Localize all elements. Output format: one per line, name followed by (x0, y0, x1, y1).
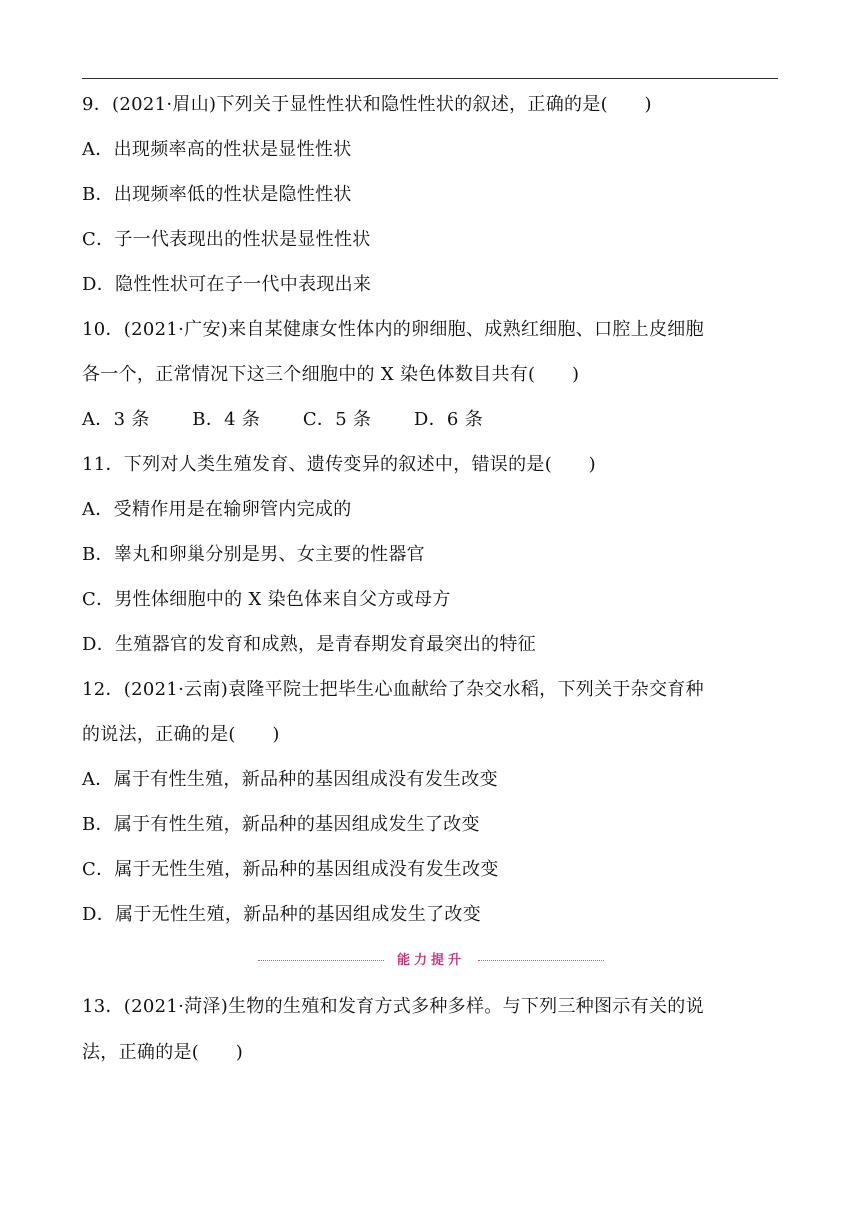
question-9-option-d: D．隐性性状可在子一代中表现出来 (82, 274, 372, 295)
question-13-stem-line-1: 13．(2021·菏泽)生物的生殖和发育方式多种多样。与下列三种图示有关的说 (82, 996, 704, 1017)
question-11-stem: 11．下列对人类生殖发育、遗传变异的叙述中，错误的是( ) (82, 454, 596, 475)
question-12-option-a: A．属于有性生殖，新品种的基因组成没有发生改变 (82, 769, 498, 790)
section-divider (258, 950, 604, 972)
question-12-option-d: D．属于无性生殖，新品种的基因组成发生了改变 (82, 904, 482, 925)
question-9-option-a: A．出现频率高的性状是显性性状 (82, 139, 352, 160)
question-12-option-b: B．属于有性生殖，新品种的基因组成发生了改变 (82, 814, 480, 835)
header-rule (82, 78, 778, 79)
question-9-option-c: C．子一代表现出的性状是显性性状 (82, 229, 371, 250)
section-label: 能力提升 (396, 953, 465, 968)
divider-dots-left (258, 960, 384, 961)
question-11-option-b: B．睾丸和卵巢分别是男、女主要的性器官 (82, 544, 425, 565)
question-10-stem-line-2: 各一个，正常情况下这三个细胞中的 X 染色体数目共有( ) (82, 364, 580, 385)
question-11-option-c: C．男性体细胞中的 X 染色体来自父方或母方 (82, 589, 451, 610)
question-12-option-c: C．属于无性生殖，新品种的基因组成没有发生改变 (82, 859, 499, 880)
question-11-option-a: A．受精作用是在输卵管内完成的 (82, 499, 352, 520)
divider-dots-right (478, 960, 604, 961)
question-9-stem: 9．(2021·眉山)下列关于显性性状和隐性性状的叙述，正确的是( ) (82, 94, 652, 115)
question-9-option-b: B．出现频率低的性状是隐性性状 (82, 184, 352, 205)
question-10-options: A．3 条 B．4 条 C．5 条 D．6 条 (82, 409, 483, 430)
question-12-stem-line-1: 12．(2021·云南)袁隆平院士把毕生心血献给了杂交水稻，下列关于杂交育种 (82, 679, 704, 700)
question-10-stem-line-1: 10．(2021·广安)来自某健康女性体内的卵细胞、成熟红细胞、口腔上皮细胞 (82, 319, 704, 340)
question-12-stem-line-2: 的说法，正确的是( ) (82, 724, 280, 745)
question-11-option-d: D．生殖器官的发育和成熟，是青春期发育最突出的特征 (82, 634, 536, 655)
question-13-stem-line-2: 法，正确的是( ) (82, 1042, 244, 1063)
